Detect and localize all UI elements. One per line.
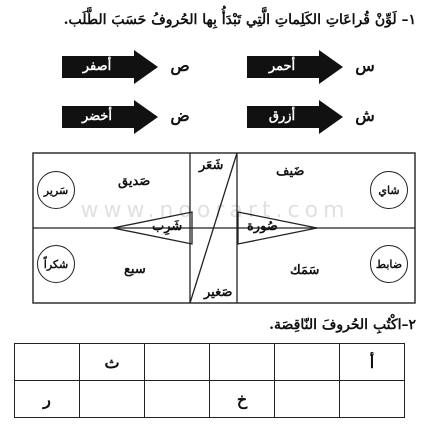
letter-seen: س	[355, 56, 375, 75]
table-cell[interactable]: أ	[340, 344, 405, 381]
word-saghir: صَغير	[204, 285, 233, 300]
word-sharib: شَرِب	[152, 219, 183, 234]
table-cell[interactable]	[15, 344, 80, 381]
table-cell[interactable]	[210, 344, 275, 381]
letter-dad: ض	[170, 106, 190, 125]
word-soora: صُورة	[247, 219, 278, 234]
arrow-label-red: أحمر	[268, 59, 296, 74]
arrow-label-green: أخضر	[81, 109, 113, 124]
word-sabe: سبع	[124, 262, 146, 277]
question-2-heading: ٢–اكْتُبِ الحُروفَ النّاقِصَة.	[269, 317, 416, 333]
table-cell[interactable]	[80, 381, 145, 418]
word-sadeeq: صَديق	[118, 174, 151, 189]
table-cell[interactable]	[145, 381, 210, 418]
letter-sad: ص	[170, 56, 190, 75]
circle-word-shukran: شكراً	[37, 245, 75, 283]
word-shaer: شَعَر	[199, 158, 224, 173]
word-dayf: ضَيف	[276, 164, 305, 179]
letter-sheen: ش	[355, 106, 375, 125]
circle-word-shay: شاي	[370, 171, 408, 209]
watermark: www.noorart.com	[80, 198, 350, 223]
circle-word-dabit: ضابط	[370, 245, 408, 283]
table-cell[interactable]: ث	[80, 344, 145, 381]
arrow-label-blue: أزرق	[268, 109, 296, 124]
circle-word-seerer: سَرير	[37, 171, 75, 209]
question-1-heading: ١– لَوِّنْ قُراعَاتِ الكَلِماتِ الَّتِي تَبْدَأُ بِها الحُروفُ حَسَبَ الطَّلَب.	[63, 12, 416, 28]
table-cell[interactable]	[275, 381, 340, 418]
table-cell[interactable]	[340, 381, 405, 418]
table-cell[interactable]	[145, 344, 210, 381]
table-cell[interactable]: خ	[210, 381, 275, 418]
arrow-label-yellow: أصفر	[82, 59, 112, 74]
table-cell[interactable]	[275, 344, 340, 381]
table-cell[interactable]: ر	[15, 381, 80, 418]
table-row	[15, 344, 405, 381]
table-row	[15, 381, 405, 418]
letters-table-top	[14, 343, 405, 418]
word-samak: سَمَك	[290, 263, 320, 278]
